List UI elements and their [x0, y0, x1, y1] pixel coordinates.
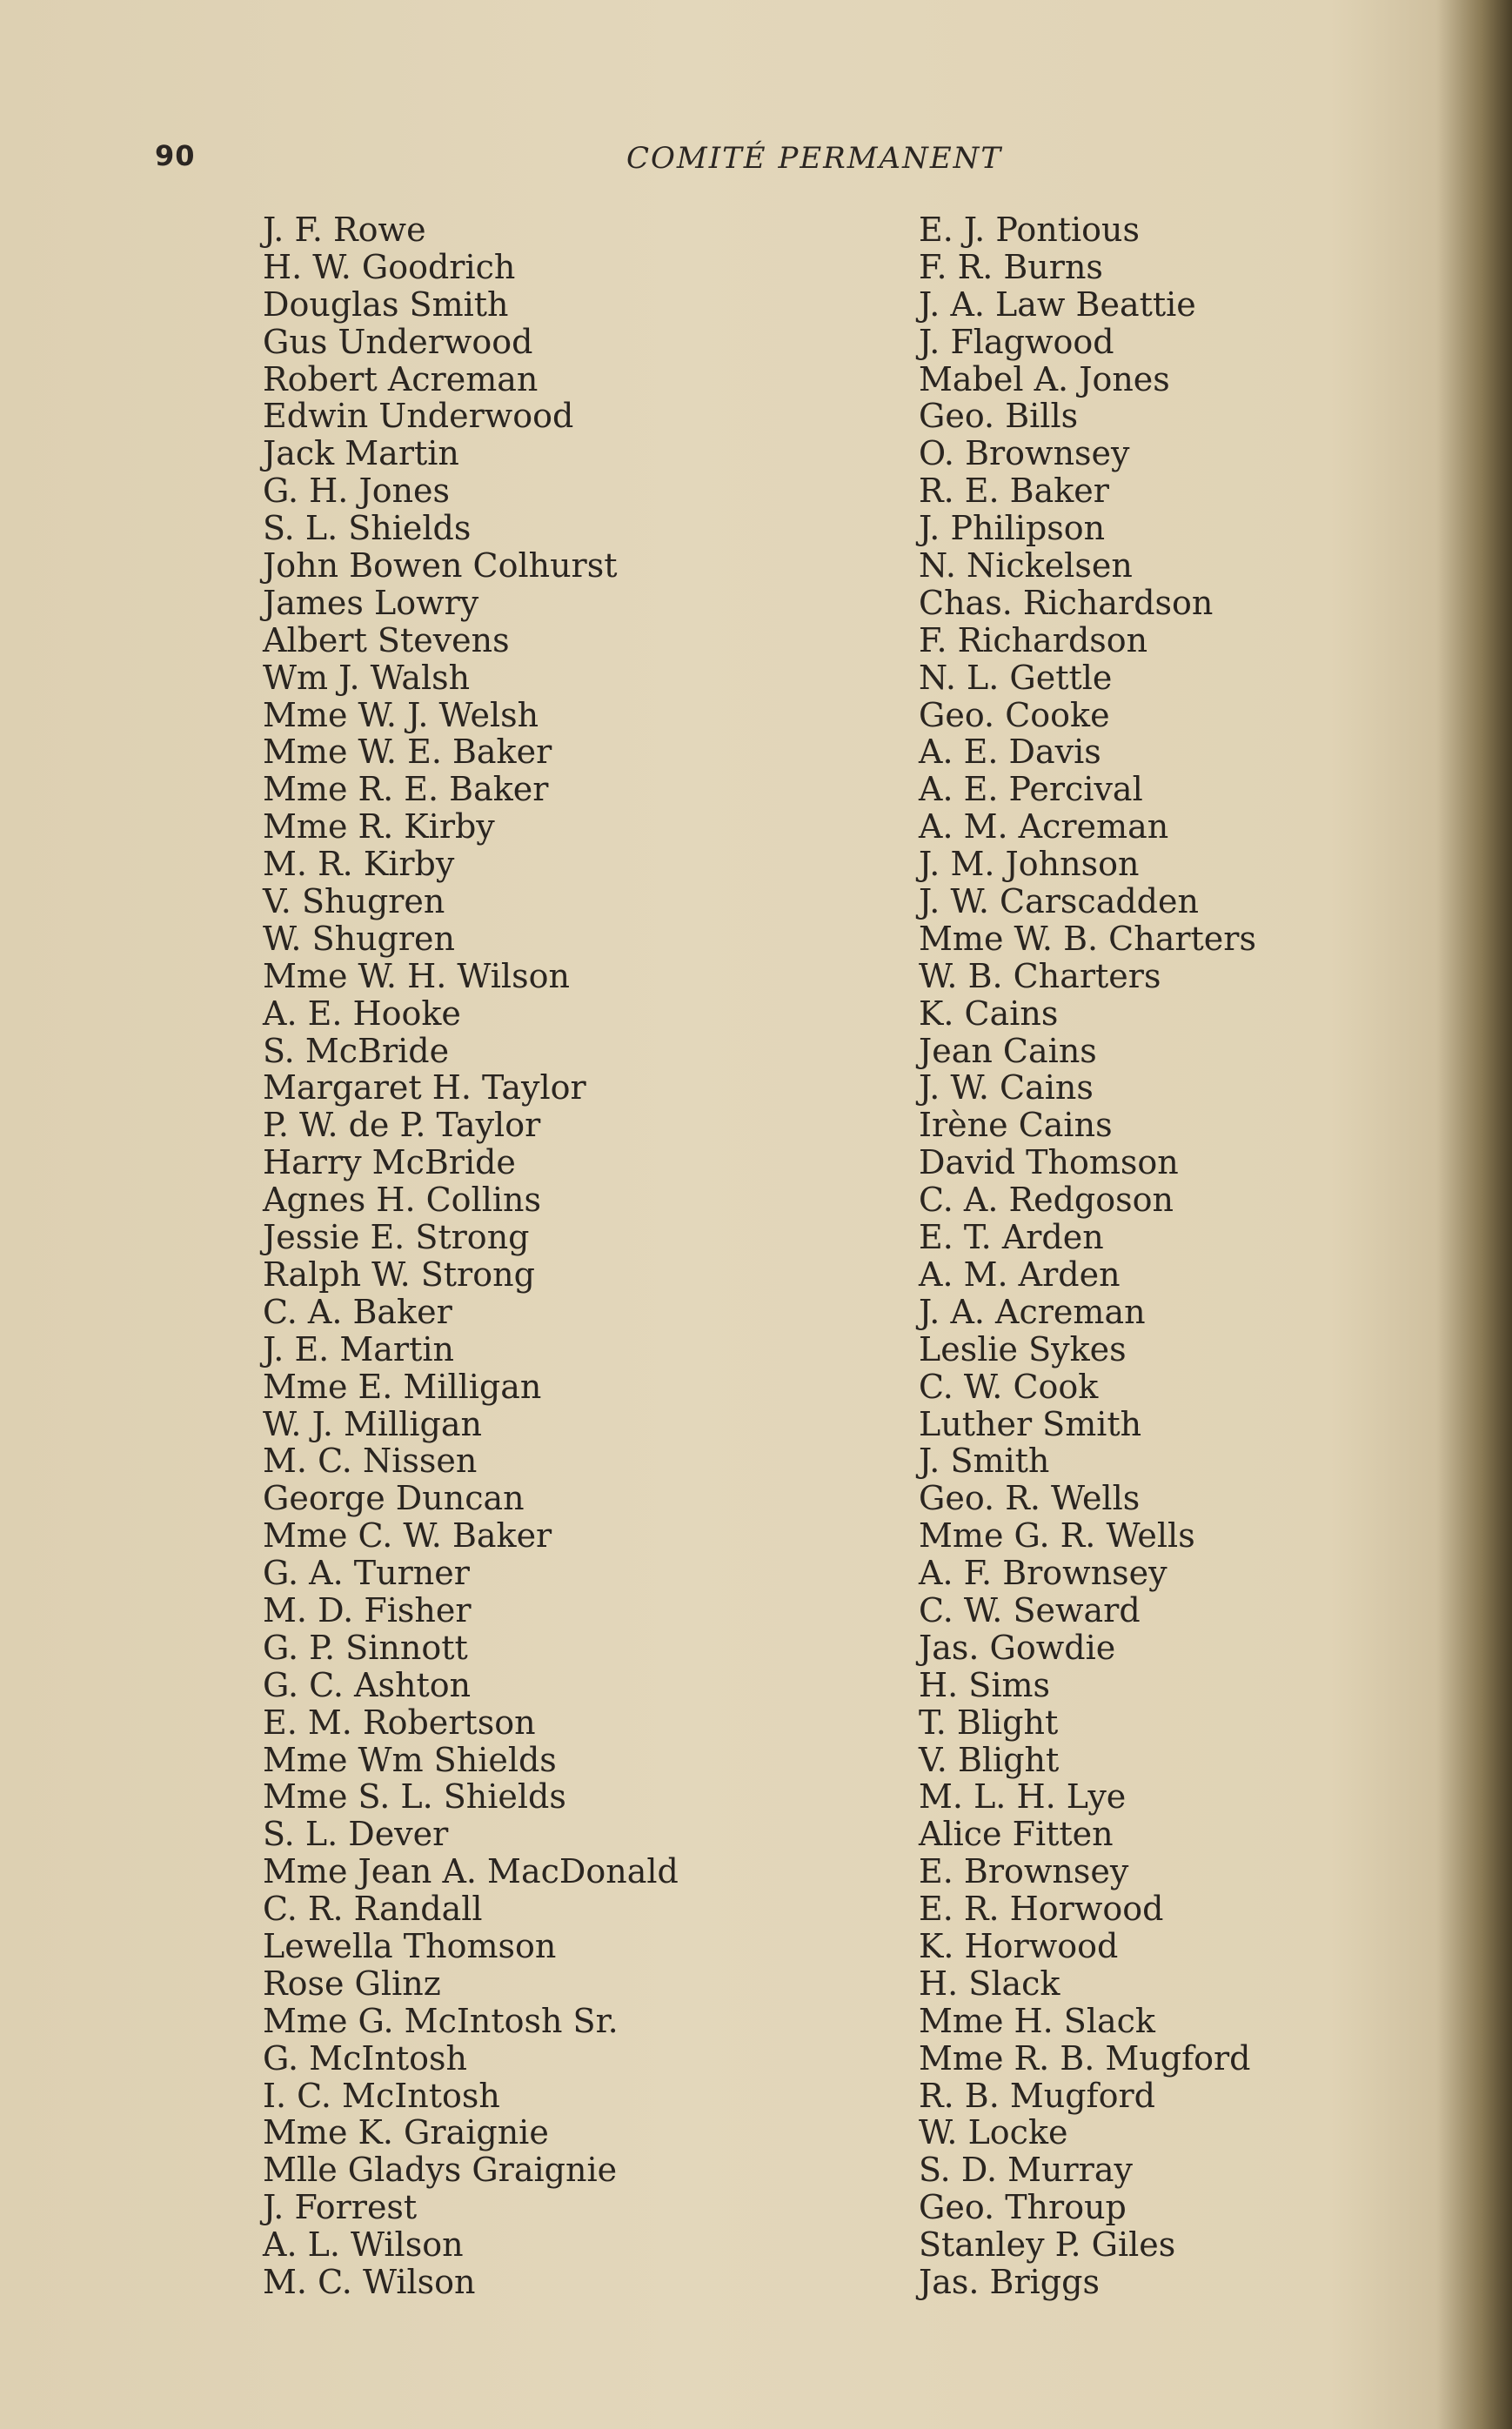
name-entry: N. Nickelsen — [919, 546, 1133, 586]
name-entry: E. R. Horwood — [919, 1890, 1164, 1929]
name-list-left-column — [263, 211, 679, 2301]
name-entry: H. Slack — [919, 1964, 1060, 2003]
name-entry: J. Forrest — [263, 2188, 418, 2227]
name-entry: Mme W. H. Wilson — [263, 956, 570, 995]
name-entry: Jas. Briggs — [919, 2262, 1100, 2301]
name-entry: M. R. Kirby — [263, 845, 455, 884]
name-entry: John Bowen Colhurst — [263, 546, 618, 586]
name-entry: J. A. Acreman — [919, 1292, 1146, 1331]
name-entry: C. W. Seward — [919, 1590, 1141, 1629]
name-entry: A. F. Brownsey — [919, 1554, 1167, 1593]
name-entry: V. Shugren — [263, 882, 445, 921]
name-entry: J. Flagwood — [919, 322, 1114, 361]
name-entry: Douglas Smith — [263, 284, 509, 324]
name-entry: J. W. Carscadden — [919, 882, 1199, 921]
name-entry: Mme Jean A. MacDonald — [263, 1852, 679, 1891]
name-entry: H. W. Goodrich — [263, 247, 516, 286]
name-entry: Mlle Gladys Graignie — [263, 2151, 618, 2190]
name-entry: G. C. Ashton — [263, 1665, 472, 1704]
name-entry: Stanley P. Giles — [919, 2225, 1176, 2265]
name-entry: C. A. Baker — [263, 1292, 452, 1331]
name-entry: M. L. H. Lye — [919, 1777, 1127, 1817]
name-entry: P. W. de P. Taylor — [263, 1106, 541, 1145]
name-entry: Jean Cains — [919, 1031, 1097, 1070]
name-entry: Mme S. L. Shields — [263, 1777, 566, 1817]
name-entry: A. E. Hooke — [263, 994, 461, 1033]
name-entry: Leslie Sykes — [919, 1329, 1127, 1368]
name-entry: M. C. Nissen — [263, 1442, 478, 1481]
name-entry: Mme R. Kirby — [263, 807, 495, 846]
name-entry: T. Blight — [919, 1703, 1059, 1742]
name-entry: M. D. Fisher — [263, 1590, 472, 1629]
name-entry: R. B. Mugford — [919, 2076, 1155, 2115]
name-entry: Geo. Throup — [919, 2188, 1127, 2227]
name-entry: Mme R. B. Mugford — [919, 2038, 1251, 2078]
name-entry: J. M. Johnson — [919, 845, 1140, 884]
name-entry: Margaret H. Taylor — [263, 1068, 586, 1107]
name-entry: James Lowry — [263, 583, 479, 622]
name-entry: Wm J. Walsh — [263, 658, 471, 697]
name-entry: S. D. Murray — [919, 2151, 1133, 2190]
name-entry: Rose Glinz — [263, 1964, 441, 2003]
name-entry: C. A. Redgoson — [919, 1181, 1174, 1220]
running-head: COMITÉ PERMANENT — [626, 141, 1003, 176]
name-entry: J. Philipson — [919, 509, 1106, 548]
name-entry: Mme G. McIntosh Sr. — [263, 2001, 619, 2040]
name-entry: G. P. Sinnott — [263, 1628, 468, 1667]
name-entry: K. Horwood — [919, 1926, 1119, 1965]
name-entry: Mabel A. Jones — [919, 359, 1170, 398]
name-entry: Alice Fitten — [919, 1815, 1114, 1854]
name-entry: H. Sims — [919, 1665, 1051, 1704]
name-entry: Mme C. W. Baker — [263, 1516, 552, 1556]
name-entry: Mme W. B. Charters — [919, 919, 1256, 958]
name-entry: A. E. Percival — [919, 770, 1143, 809]
name-entry: G. A. Turner — [263, 1554, 470, 1593]
name-entry: J. E. Martin — [263, 1329, 454, 1368]
name-entry: E. Brownsey — [919, 1852, 1129, 1891]
name-entry: Gus Underwood — [263, 322, 533, 361]
name-entry: E. T. Arden — [919, 1218, 1104, 1257]
name-entry: Mme R. E. Baker — [263, 770, 549, 809]
name-entry: J. F. Rowe — [263, 211, 426, 249]
name-entry: Jas. Gowdie — [919, 1628, 1116, 1667]
name-entry: V. Blight — [919, 1740, 1060, 1779]
name-entry: Edwin Underwood — [263, 397, 574, 436]
name-entry: Chas. Richardson — [919, 583, 1214, 622]
name-entry: Mme W. J. Welsh — [263, 695, 539, 734]
name-entry: Mme H. Slack — [919, 2001, 1155, 2040]
name-entry: George Duncan — [263, 1479, 525, 1518]
name-entry: C. R. Randall — [263, 1890, 483, 1929]
name-entry: S. L. Shields — [263, 509, 472, 548]
name-entry: S. L. Dever — [263, 1815, 449, 1854]
name-entry: K. Cains — [919, 994, 1059, 1033]
name-entry: Mme G. R. Wells — [919, 1516, 1195, 1556]
name-entry: Ralph W. Strong — [263, 1255, 535, 1294]
name-entry: O. Brownsey — [919, 434, 1130, 473]
name-entry: Irène Cains — [919, 1106, 1113, 1145]
name-entry: C. W. Cook — [919, 1367, 1099, 1406]
name-entry: M. C. Wilson — [263, 2262, 476, 2301]
name-entry: A. L. Wilson — [263, 2225, 464, 2265]
name-entry: Robert Acreman — [263, 359, 539, 398]
name-entry: Lewella Thomson — [263, 1926, 557, 1965]
name-entry: A. E. Davis — [919, 733, 1101, 772]
name-entry: J. Smith — [919, 1442, 1050, 1481]
name-entry: I. C. McIntosh — [263, 2076, 500, 2115]
name-entry: Agnes H. Collins — [263, 1181, 541, 1220]
name-entry: J. A. Law Beattie — [919, 284, 1196, 324]
name-entry: A. M. Arden — [919, 1255, 1121, 1294]
name-entry: Harry McBride — [263, 1143, 516, 1182]
name-entry: Geo. R. Wells — [919, 1479, 1141, 1518]
name-entry: Luther Smith — [919, 1404, 1142, 1443]
name-entry: Geo. Cooke — [919, 695, 1110, 734]
name-entry: Geo. Bills — [919, 397, 1079, 436]
name-entry: F. Richardson — [919, 620, 1148, 659]
name-entry: G. McIntosh — [263, 2038, 467, 2078]
name-entry: F. R. Burns — [919, 247, 1103, 286]
name-entry: E. M. Robertson — [263, 1703, 536, 1742]
name-entry: W. Shugren — [263, 919, 456, 958]
name-entry: W. Locke — [919, 2113, 1068, 2152]
name-entry: Jack Martin — [263, 434, 459, 473]
name-entry: E. J. Pontious — [919, 211, 1140, 249]
name-entry: J. W. Cains — [919, 1068, 1094, 1107]
name-entry: S. McBride — [263, 1031, 450, 1070]
name-entry: A. M. Acreman — [919, 807, 1169, 846]
page-number: 90 — [155, 139, 196, 172]
name-entry: Mme E. Milligan — [263, 1367, 542, 1406]
name-entry: R. E. Baker — [919, 472, 1109, 511]
name-entry: Mme Wm Shields — [263, 1740, 557, 1779]
name-list-right-column — [919, 211, 1256, 2301]
name-entry: Albert Stevens — [263, 620, 510, 659]
name-entry: Mme W. E. Baker — [263, 733, 552, 772]
name-entry: David Thomson — [919, 1143, 1179, 1182]
name-entry: W. J. Milligan — [263, 1404, 482, 1443]
name-entry: G. H. Jones — [263, 472, 451, 511]
name-entry: N. L. Gettle — [919, 658, 1113, 697]
name-entry: W. B. Charters — [919, 956, 1161, 995]
name-entry: Mme K. Graignie — [263, 2113, 549, 2152]
name-entry: Jessie E. Strong — [263, 1218, 530, 1257]
